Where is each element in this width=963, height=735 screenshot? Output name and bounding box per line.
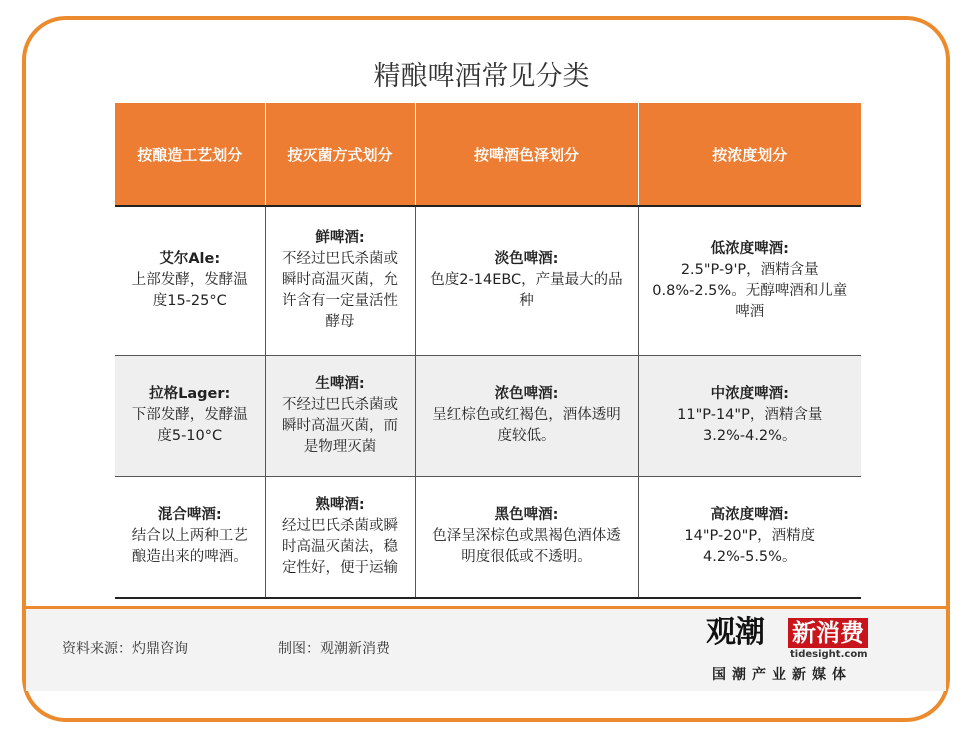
maker-note: 制图：观潮新消费 [278,641,390,657]
cell-name: 鲜啤酒: [315,230,365,247]
table-cell [415,206,638,355]
classification-table [115,103,861,599]
table-row [115,206,861,355]
table-row [115,476,861,598]
cell-desc: 色泽呈深棕色或黑褐色酒体透明度很低或不透明。 [432,528,621,566]
table-cell [415,476,638,598]
cell-desc: 14"P-20"P，酒精度4.2%-5.5%。 [684,528,816,566]
cell-name: 淡色啤酒: [494,251,559,268]
table-cell [115,206,265,355]
brand-logo [706,616,902,686]
table-cell [638,355,861,476]
table-cell [265,206,415,355]
table-cell [638,476,861,598]
logo-wordmark: 观潮 [706,615,764,650]
header-brewing-process: 按酿造工艺划分 [115,103,265,206]
cell-desc: 不经过巴氏杀菌或瞬时高温灭菌，而是物理灭菌 [282,396,398,455]
cell-desc: 经过巴氏杀菌或瞬时高温灭菌法，稳定性好，便于运输 [282,517,398,576]
table-header-row [115,103,861,206]
cell-desc: 下部发酵，发酵温度5-10°C [131,407,248,445]
table-cell [265,355,415,476]
header-concentration: 按浓度划分 [638,103,861,206]
table-cell [415,355,638,476]
cell-desc: 色度2-14EBC，产量最大的品种 [430,272,623,310]
cell-desc: 上部发酵，发酵温度15-25°C [131,272,248,310]
cell-name: 中浓度啤酒: [710,386,789,403]
source-note: 资料来源：灼鼎咨询 [62,641,188,657]
table-cell [265,476,415,598]
cell-name: 熟啤酒: [315,496,365,513]
table-row [115,355,861,476]
cell-name: 低浓度啤酒: [710,240,789,257]
page-title: 精酿啤酒常见分类 [373,61,590,92]
table-cell [638,206,861,355]
header-color: 按啤酒色泽划分 [415,103,638,206]
cell-desc: 不经过巴氏杀菌或瞬时高温灭菌，允许含有一定量活性酵母 [282,251,398,331]
header-sterilization: 按灭菌方式划分 [265,103,415,206]
cell-name: 艾尔Ale: [159,251,221,268]
logo-slogan: 国潮产业新媒体 [712,667,852,683]
logo-url: tidesight.com [790,649,868,660]
cell-name: 高浓度啤酒: [710,507,789,524]
cell-name: 混合啤酒: [157,507,222,524]
cell-desc: 呈红棕色或红褐色，酒体透明度较低。 [432,407,621,445]
cell-name: 生啤酒: [315,375,365,392]
cell-name: 黑色啤酒: [494,507,559,524]
cell-desc: 结合以上两种工艺酿造出来的啤酒。 [131,528,248,566]
table-cell [115,355,265,476]
logo-red-badge: 新消费 [788,618,868,648]
cell-desc: 11"P-14"P，酒精含量3.2%-4.2%。 [677,407,823,445]
cell-desc: 2.5"P-9'P，酒精含量0.8%-2.5%。无醇啤酒和儿童啤酒 [652,261,848,320]
table-cell [115,476,265,598]
cell-name: 拉格Lager: [149,386,231,403]
cell-name: 浓色啤酒: [494,386,559,403]
